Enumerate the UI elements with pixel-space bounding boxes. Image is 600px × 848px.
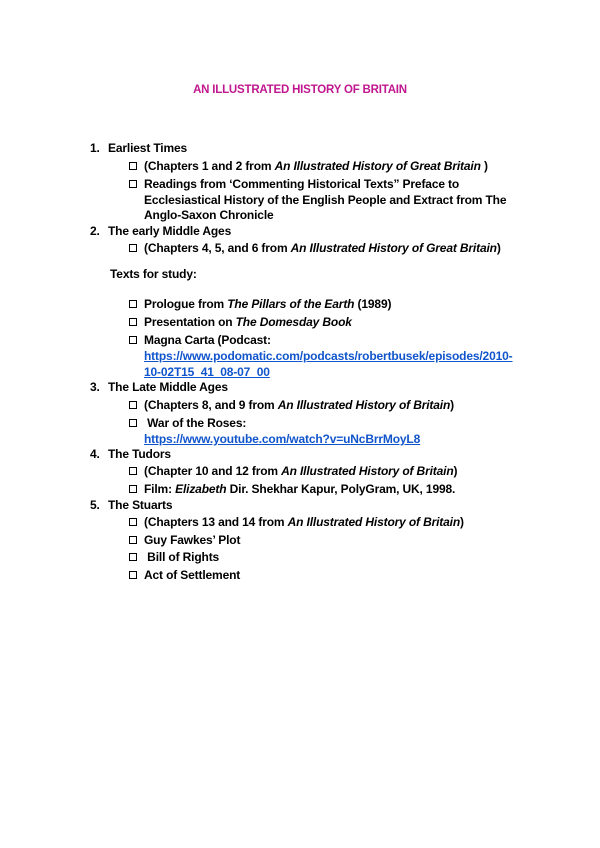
checkbox[interactable] (129, 571, 137, 579)
checkbox[interactable] (129, 180, 137, 188)
section-3-heading: The Late Middle Ages (108, 380, 228, 394)
texts-for-study-label: Texts for study: (110, 267, 197, 281)
list-item: (Chapters 1 and 2 from An Illustrated History of Great Britain ) (144, 159, 488, 173)
checkbox[interactable] (129, 401, 137, 409)
list-item: Guy Fawkes’ Plot (144, 533, 241, 547)
list-item: Readings from ‘Commenting Historical Texts” Preface to (144, 177, 460, 191)
list-item-continuation: Ecclesiastical History of the English People and Extract from The (144, 193, 507, 207)
podcast-link-continuation[interactable]: 10-02T15_41_08-07_00 (144, 365, 270, 379)
list-item: Act of Settlement (144, 568, 241, 582)
checkbox[interactable] (129, 244, 137, 252)
list-item: Bill of Rights (144, 550, 220, 564)
section-2-heading: The early Middle Ages (108, 224, 232, 238)
list-item: War of the Roses: (144, 416, 247, 430)
section-5-heading: The Stuarts (108, 498, 173, 512)
podcast-link[interactable]: https://www.podomatic.com/podcasts/robertbusek/episodes/2010- (144, 349, 513, 363)
list-item: Prologue from The Pillars of the Earth (1989) (144, 297, 392, 311)
section-4-number: 4. (90, 447, 100, 461)
checkbox[interactable] (129, 318, 137, 326)
checkbox[interactable] (129, 162, 137, 170)
checkbox[interactable] (129, 485, 137, 493)
checkbox[interactable] (129, 518, 137, 526)
document-title: AN ILLUSTRATED HISTORY OF BRITAIN (193, 84, 407, 96)
checkbox[interactable] (129, 300, 137, 308)
checkbox[interactable] (129, 467, 137, 475)
list-item: (Chapters 4, 5, and 6 from An Illustrated History of Great Britain) (144, 241, 501, 255)
list-item: Presentation on The Domesday Book (144, 315, 352, 329)
section-4-heading: The Tudors (108, 447, 171, 461)
list-item: (Chapters 8, and 9 from An Illustrated History of Britain) (144, 398, 455, 412)
checkbox[interactable] (129, 419, 137, 427)
section-5-number: 5. (90, 498, 100, 512)
checkbox[interactable] (129, 553, 137, 561)
youtube-link[interactable]: https://www.youtube.com/watch?v=uNcBrrMoyL8 (144, 432, 421, 446)
section-3-number: 3. (90, 380, 100, 394)
checkbox[interactable] (129, 536, 137, 544)
section-2-number: 2. (90, 224, 100, 238)
section-1-number: 1. (90, 141, 100, 155)
checkbox[interactable] (129, 336, 137, 344)
list-item: Film: Elizabeth Dir. Shekhar Kapur, PolyGram, UK, 1998. (144, 482, 456, 496)
section-1-heading: Earliest Times (108, 141, 188, 155)
list-item: (Chapter 10 and 12 from An Illustrated History of Britain) (144, 464, 458, 478)
list-item: (Chapters 13 and 14 from An Illustrated History of Britain) (144, 515, 464, 529)
list-item: Magna Carta (Podcast: (144, 333, 271, 347)
list-item-continuation: Anglo-Saxon Chronicle (144, 208, 274, 222)
